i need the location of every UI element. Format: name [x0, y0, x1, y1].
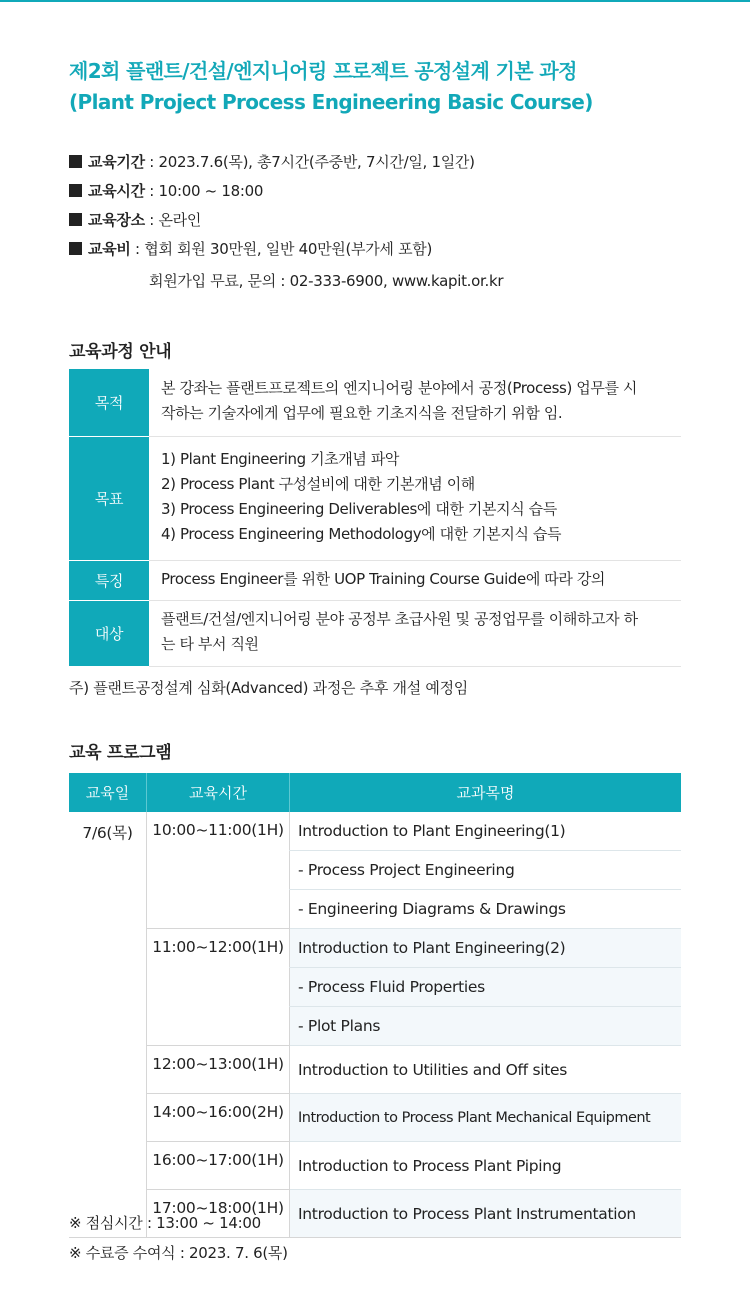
program-subject: Introduction to Plant Engineering(1) [290, 812, 682, 851]
info-value: : 10:00 ~ 18:00 [144, 182, 264, 200]
guide-row-head: 목적 [69, 369, 149, 436]
guide-line: 1) Plant Engineering 기초개념 파악 [161, 450, 400, 468]
program-time: 14:00~16:00(2H) [147, 1094, 290, 1142]
program-section-title: 교육 프로그램 [69, 743, 172, 763]
square-bullet-icon [69, 242, 82, 255]
program-subject: - Process Fluid Properties [290, 968, 682, 1007]
guide-row-target [69, 600, 681, 666]
top-accent-line [0, 0, 750, 2]
guide-row-head: 목표 [69, 436, 149, 560]
program-subject: - Process Project Engineering [290, 851, 682, 890]
table-row [69, 1046, 681, 1094]
course-info-list [69, 148, 709, 299]
program-subject: - Engineering Diagrams & Drawings [290, 890, 682, 929]
square-bullet-icon [69, 184, 82, 197]
footer-notes [69, 1208, 288, 1268]
square-bullet-icon [69, 155, 82, 168]
program-header-row [69, 773, 681, 812]
guide-row-purpose [69, 369, 681, 436]
guide-line: 본 강좌는 플랜트프로젝트의 엔지니어링 분야에서 공정(Process) 업무를 시 [161, 379, 638, 398]
info-contact: 회원가입 무료, 문의 : 02-333-6900, www.kapit.or.kr [149, 272, 504, 290]
program-subject: Introduction to Utilities and Off sites [290, 1046, 682, 1094]
program-time: 16:00~17:00(1H) [147, 1142, 290, 1190]
course-title-korean: 제2회 플랜트/건설/엔지니어링 프로젝트 공정설계 기본 과정 [69, 59, 577, 83]
info-value: : 협회 회원 30만원, 일반 40만원(부가세 포함) [130, 240, 433, 258]
guide-line: 는 타 부서 직원 [161, 635, 259, 653]
table-row [69, 1142, 681, 1190]
guide-line: Process Engineer를 위한 UOP Training Course Guide에 따라 강의 [161, 569, 606, 588]
program-subject: Introduction to Process Plant Mechanical Equipment [290, 1094, 682, 1142]
column-header-time: 교육시간 [147, 773, 290, 812]
guide-section-title: 교육과정 안내 [69, 342, 172, 362]
info-value: : 온라인 [144, 211, 202, 229]
guide-line: 4) Process Engineering Methodology에 대한 기본지식 습득 [161, 525, 562, 543]
program-table [69, 773, 681, 1238]
column-header-subject: 교과목명 [290, 773, 682, 812]
table-row [69, 929, 681, 968]
guide-row-body [149, 436, 681, 560]
guide-row-goal [69, 436, 681, 560]
program-time: 11:00~12:00(1H) [147, 929, 290, 1046]
guide-row-body [149, 560, 681, 600]
info-time [69, 177, 709, 206]
program-time: 10:00~11:00(1H) [147, 812, 290, 929]
guide-line: 플랜트/건설/엔지니어링 분야 공정부 초급사원 및 공정업무를 이해하고자 하 [161, 610, 638, 628]
guide-table [69, 369, 681, 667]
info-period [69, 148, 709, 177]
guide-row-head: 대상 [69, 600, 149, 666]
info-label: 교육기간 [88, 153, 145, 171]
table-row [69, 812, 681, 851]
info-fee [69, 235, 709, 264]
guide-line: 3) Process Engineering Deliverables에 대한 기본지식 습득 [161, 500, 557, 518]
info-label: 교육비 [88, 240, 131, 258]
program-subject: Introduction to Plant Engineering(2) [290, 929, 682, 968]
program-time: 17:00~18:00(1H) [147, 1190, 290, 1238]
info-value: : 2023.7.6(목), 총7시간(주중반, 7시간/일, 1일간) [144, 153, 475, 171]
course-title [69, 56, 709, 118]
guide-line: 2) Process Plant 구성설비에 대한 기본개념 이해 [161, 475, 475, 493]
column-header-date: 교육일 [69, 773, 147, 812]
program-date: 7/6(목) [69, 812, 147, 1238]
guide-row-body [149, 369, 681, 436]
program-time: 12:00~13:00(1H) [147, 1046, 290, 1094]
square-bullet-icon [69, 213, 82, 226]
guide-row-feature [69, 560, 681, 600]
program-subject: Introduction to Process Plant Piping [290, 1142, 682, 1190]
info-label: 교육장소 [88, 211, 145, 229]
lunch-note: ※ 점심시간 : 13:00 ~ 14:00 [69, 1214, 261, 1232]
info-label: 교육시간 [88, 182, 145, 200]
course-title-english: (Plant Project Process Engineering Basic Course) [69, 90, 593, 114]
info-place [69, 206, 709, 235]
guide-row-head: 특징 [69, 560, 149, 600]
program-subject: - Plot Plans [290, 1007, 682, 1046]
program-subject: Introduction to Process Plant Instrumentation [290, 1190, 682, 1238]
table-row [69, 1094, 681, 1142]
guide-line: 작하는 기술자에게 업무에 필요한 기초지식을 전달하기 위함 임. [161, 404, 563, 423]
guide-row-body [149, 600, 681, 666]
guide-note: 주) 플랜트공정설계 심화(Advanced) 과정은 추후 개설 예정임 [69, 679, 468, 697]
ceremony-note: ※ 수료증 수여식 : 2023. 7. 6(목) [69, 1244, 288, 1262]
